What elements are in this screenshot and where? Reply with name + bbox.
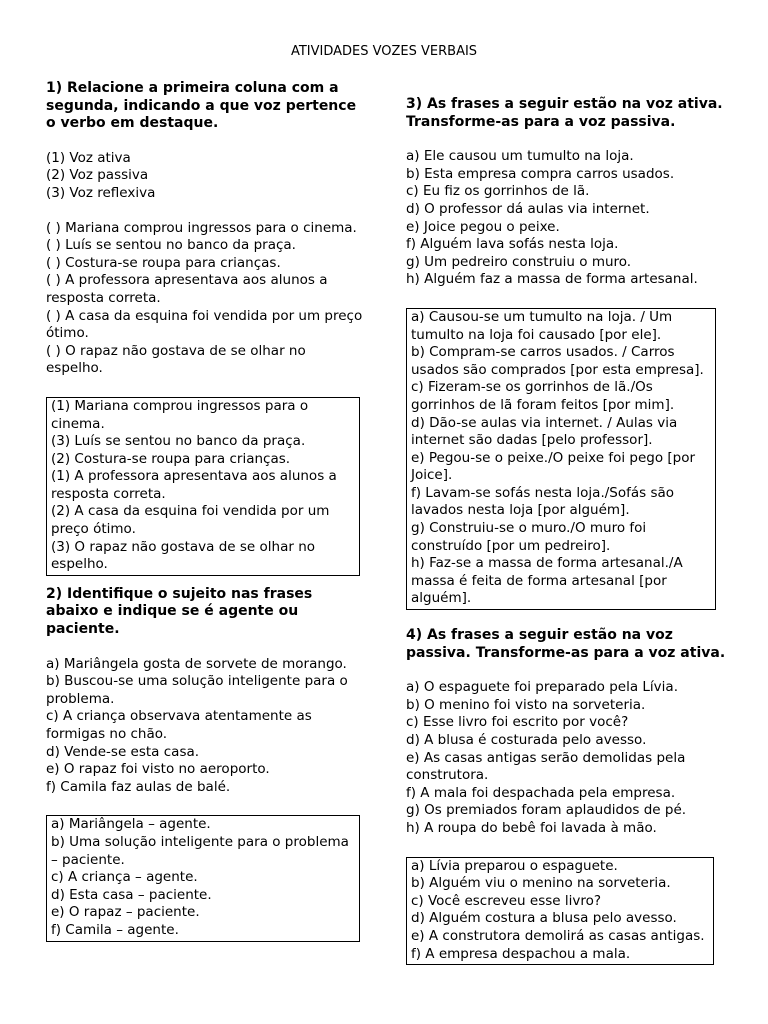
answer-item: a) Lívia preparou o espaguete.: [411, 857, 618, 874]
answer-item: f) Lavam-se sofás nesta loja./Sofás são lavados nesta loja [por alguém].: [411, 484, 675, 519]
answer-item: (2) A casa da esquina foi vendida por um preço ótimo.: [51, 503, 330, 538]
exercise-item: b) Buscou-se uma solução inteligente para o problema.: [46, 673, 348, 707]
question-3-answer-box: [406, 308, 716, 610]
question-4: [406, 627, 726, 965]
question-1-heading: 1) Relacione a primeira coluna com a segunda, indicando a que voz pertence o verbo em destaque.: [46, 80, 357, 132]
answer-item: d) Dão-se aulas via internet. / Aulas via internet são dadas [pelo professor].: [411, 414, 678, 449]
exercise-item: f) Alguém lava sofás nesta loja.: [406, 236, 619, 253]
answer-item: (3) Luís se sentou no banco da praça.: [51, 433, 306, 450]
answer-item: a) Causou-se um tumulto na loja. / Um tumulto na loja foi causado [por ele].: [411, 308, 673, 343]
exercise-item: d) O professor dá aulas via internet.: [406, 200, 650, 217]
right-column: [406, 96, 726, 965]
question-1-items: [46, 220, 366, 378]
answer-item: d) Esta casa – paciente.: [51, 886, 212, 903]
exercise-item: ( ) O rapaz não gostava de se olhar no espelho.: [46, 342, 306, 377]
option-item: (1) Voz ativa: [46, 149, 131, 166]
question-2-answer-box: [46, 815, 360, 941]
left-column: [46, 80, 366, 942]
question-1-answer-box: [46, 397, 360, 576]
page-title: ATIVIDADES VOZES VERBAIS: [290, 44, 478, 59]
answer-item: e) A construtora demolirá as casas antigas.: [411, 927, 705, 944]
question-3: [406, 96, 726, 610]
answer-item: c) Você escreveu esse livro?: [411, 892, 602, 909]
answer-item: b) Uma solução inteligente para o problema – paciente.: [51, 833, 349, 868]
answer-item: b) Compram-se carros usados. / Carros usados são comprados [por esta empresa].: [411, 344, 704, 378]
exercise-item: ( ) Mariana comprou ingressos para o cinema.: [46, 219, 357, 236]
option-item: (3) Voz reflexiva: [46, 184, 156, 201]
exercise-item: c) Esse livro foi escrito por você?: [406, 714, 629, 731]
exercise-item: ( ) Luís se sentou no banco da praça.: [46, 237, 296, 254]
answer-item: a) Mariângela – agente.: [51, 816, 211, 833]
option-item: (2) Voz passiva: [46, 167, 149, 184]
exercise-item: e) As casas antigas serão demolidas pela construtora.: [406, 749, 686, 784]
answer-item: g) Construiu-se o muro./O muro foi construído [por um pedreiro].: [411, 520, 647, 554]
exercise-item: b) O menino foi visto na sorveteria.: [406, 696, 646, 713]
answer-item: e) Pegou-se o peixe./O peixe foi pego [por Joice].: [411, 449, 696, 484]
exercise-item: d) A blusa é costurada pelo avesso.: [406, 732, 647, 748]
question-2-heading: 2) Identifique o sujeito nas frases abaixo e indique se é agente ou paciente.: [46, 585, 313, 638]
answer-item: (3) O rapaz não gostava de se olhar no espelho.: [51, 538, 316, 573]
answer-item: f) A empresa despachou a mala.: [411, 945, 631, 962]
exercise-item: f) Camila faz aulas de balé.: [46, 778, 231, 795]
exercise-item: a) O espaguete foi preparado pela Lívia.: [406, 679, 678, 696]
question-3-heading: 3) As frases a seguir estão na voz ativa. Transforme-as para a voz passiva.: [406, 96, 723, 130]
exercise-item: a) Mariângela gosta de sorvete de morango.: [46, 655, 347, 672]
answer-item: (1) A professora apresentava aos alunos a resposta correta.: [51, 468, 337, 502]
answer-item: (2) Costura-se roupa para crianças.: [51, 450, 291, 467]
exercise-item: c) Eu fiz os gorrinhos de lã.: [406, 183, 590, 200]
exercise-item: ( ) A professora apresentava aos alunos a resposta correta.: [46, 272, 328, 306]
exercise-item: c) A criança observava atentamente as formigas no chão.: [46, 708, 312, 742]
exercise-item: e) Joice pegou o peixe.: [406, 218, 560, 235]
question-1-options: [46, 150, 366, 203]
exercise-item: g) Os premiados foram aplaudidos de pé.: [406, 802, 687, 819]
exercise-item: g) Um pedreiro construiu o muro.: [406, 253, 632, 270]
question-2: [46, 586, 366, 942]
answer-item: (1) Mariana comprou ingressos para o cinema.: [51, 397, 309, 432]
exercise-item: b) Esta empresa compra carros usados.: [406, 165, 675, 182]
exercise-item: d) Vende-se esta casa.: [46, 743, 200, 760]
question-3-items: [406, 148, 726, 289]
exercise-item: a) Ele causou um tumulto na loja.: [406, 148, 634, 165]
question-4-items: [406, 679, 726, 837]
exercise-item: ( ) Costura-se roupa para crianças.: [46, 254, 281, 271]
answer-item: d) Alguém costura a blusa pelo avesso.: [411, 910, 677, 927]
answer-item: b) Alguém viu o menino na sorveteria.: [411, 875, 671, 892]
question-2-items: [46, 656, 366, 797]
exercise-item: h) A roupa do bebê foi lavada à mão.: [406, 819, 657, 836]
exercise-item: h) Alguém faz a massa de forma artesanal.: [406, 271, 698, 288]
exercise-item: e) O rapaz foi visto no aeroporto.: [46, 761, 270, 778]
question-4-answer-box: [406, 857, 714, 966]
answer-item: e) O rapaz – paciente.: [51, 904, 200, 921]
answer-item: c) A criança – agente.: [51, 869, 198, 886]
answer-item: f) Camila – agente.: [51, 921, 179, 938]
question-1: [46, 80, 366, 576]
answer-item: h) Faz-se a massa de forma artesanal./A massa é feita de forma artesanal [por alguém].: [411, 555, 683, 607]
question-4-heading: 4) As frases a seguir estão na voz passiva. Transforme-as para a voz ativa.: [406, 627, 726, 661]
exercise-item: ( ) A casa da esquina foi vendida por um preço ótimo.: [46, 307, 363, 342]
exercise-item: f) A mala foi despachada pela empresa.: [406, 784, 676, 801]
answer-item: c) Fizeram-se os gorrinhos de lã./Os gorrinhos de lã foram feitos [por mim].: [411, 379, 675, 413]
